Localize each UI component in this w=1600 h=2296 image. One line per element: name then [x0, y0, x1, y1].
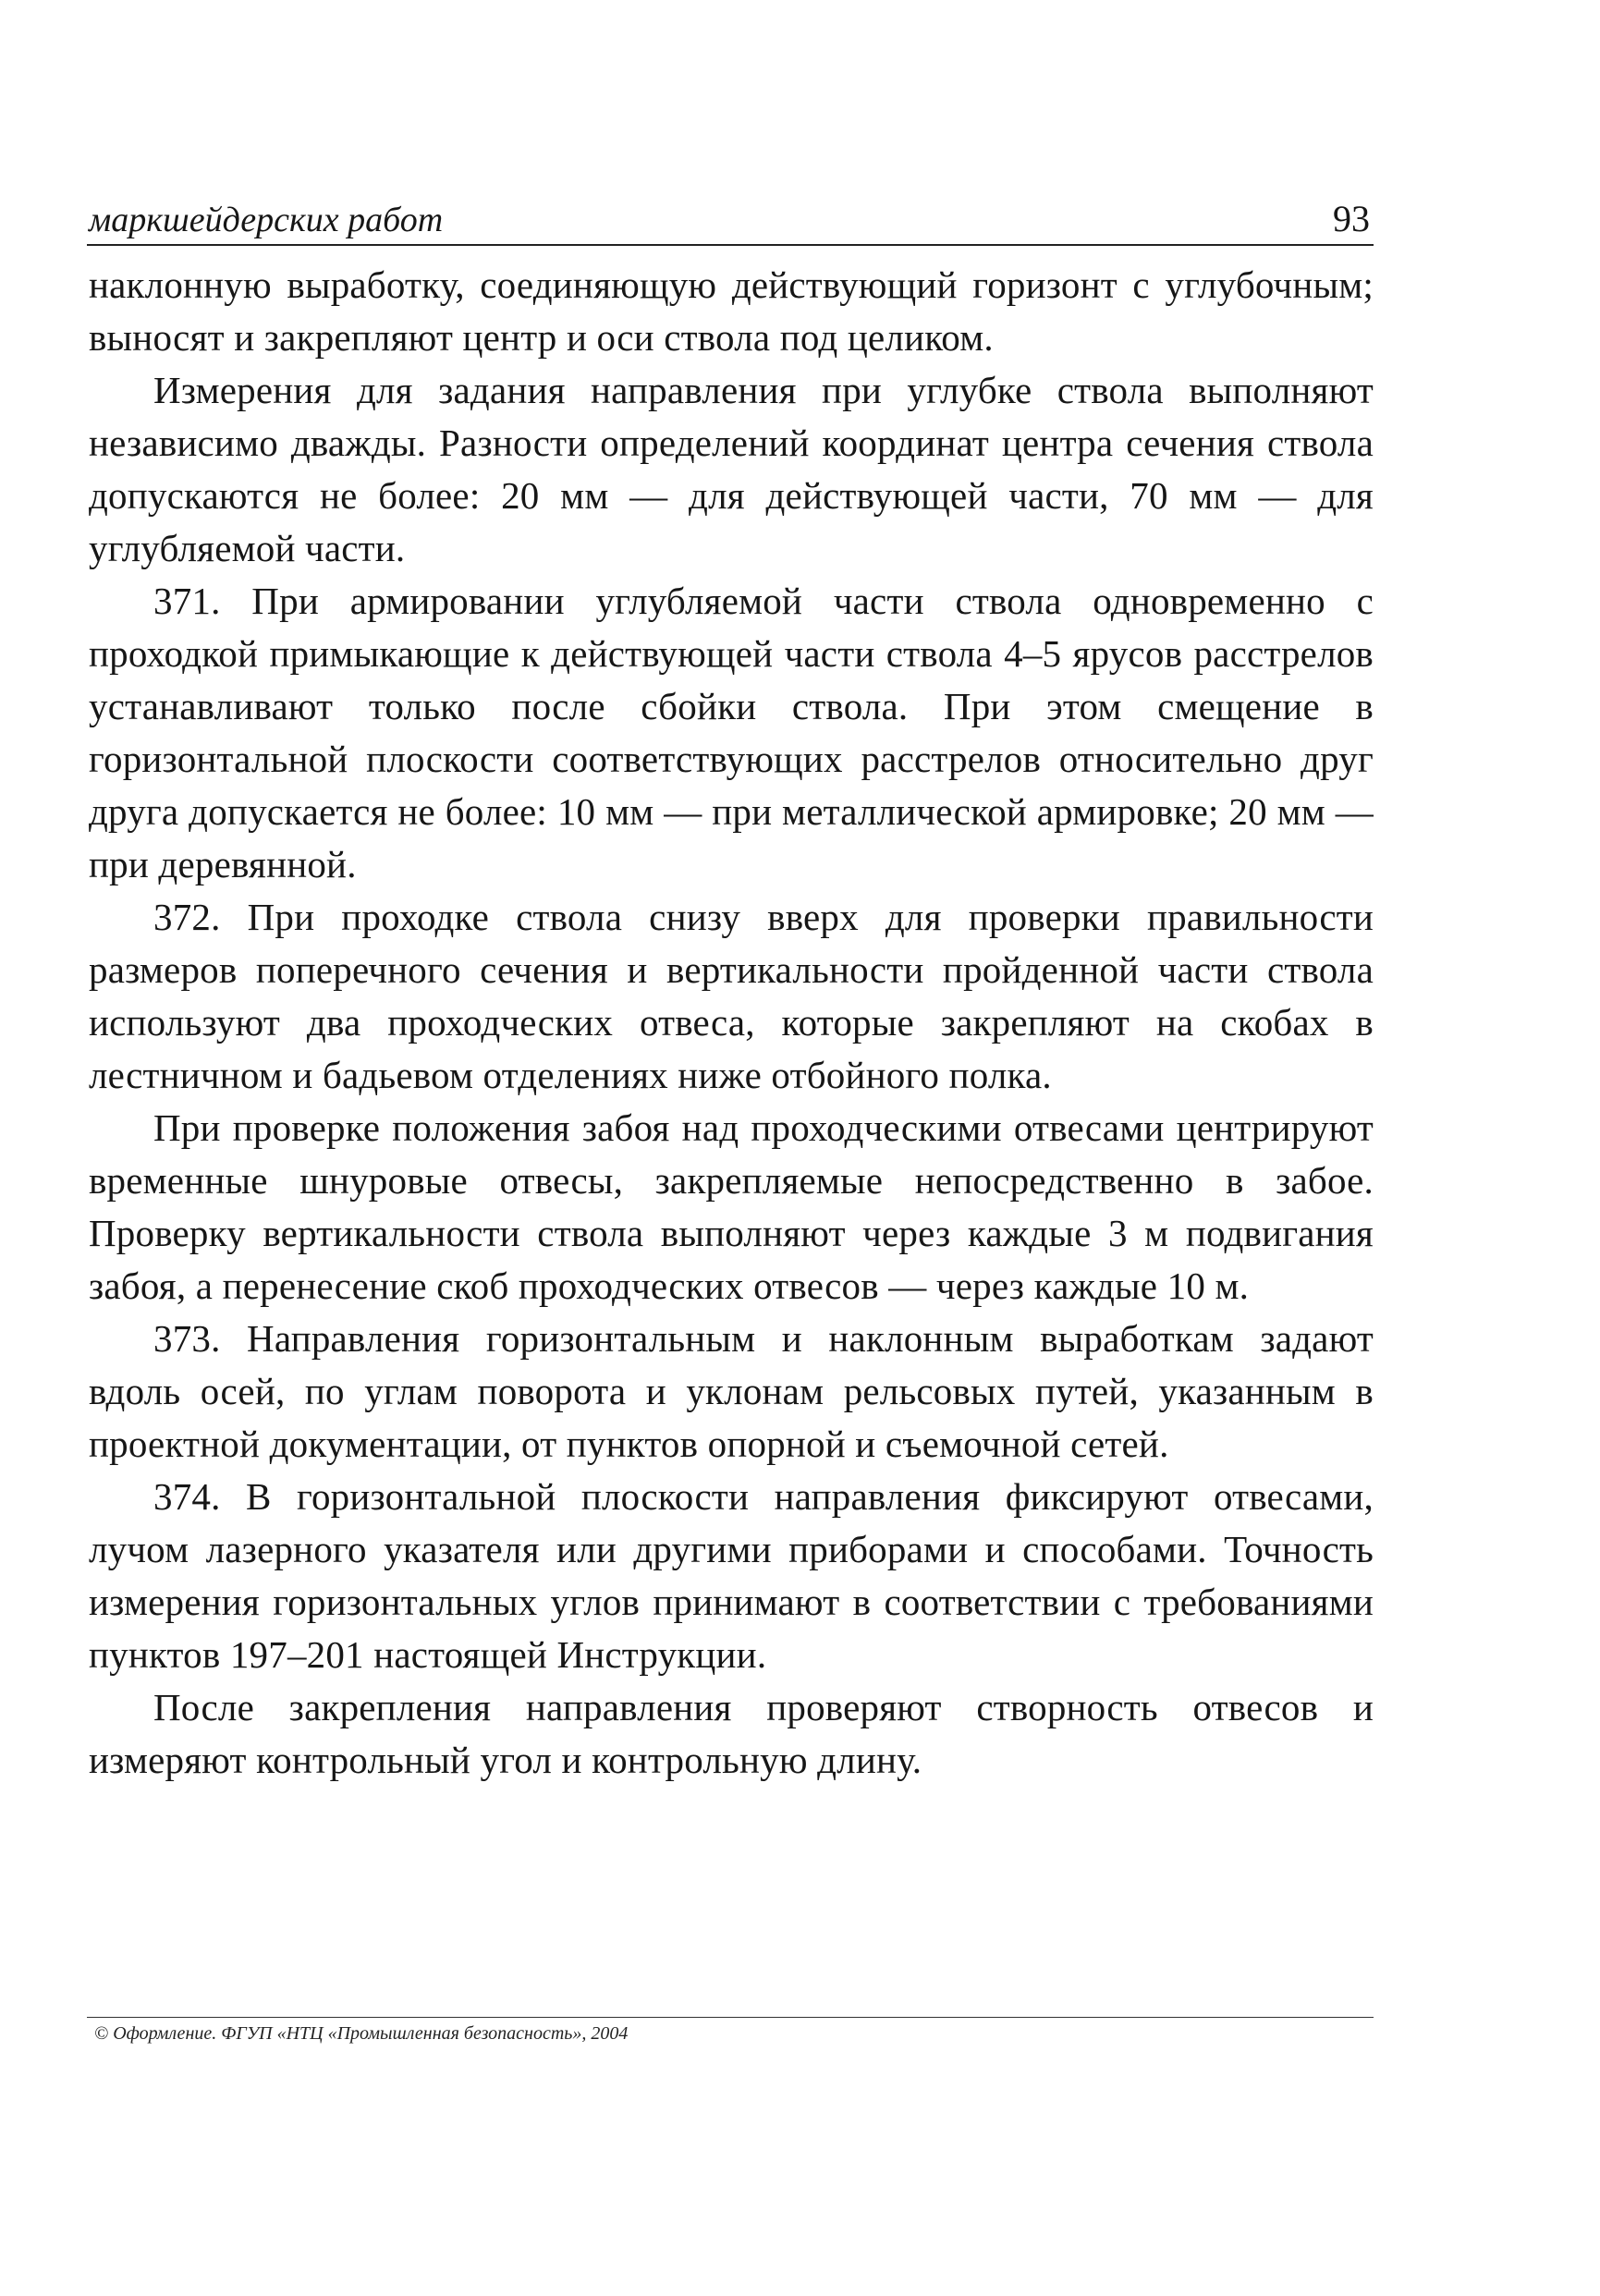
page-footer: [87, 2017, 1374, 2045]
running-head: маркшейдерских работ: [89, 201, 444, 239]
paragraph-373: 373. Направления горизонтальным и наклонным выработкам задают вдоль осей, по углам поворота и уклонам рельсовых путей, указанным в проектной документации, от пунктов опорной и съемочной сетей.: [89, 1317, 1374, 1465]
paragraph-371: 371. При армировании углубляемой части ствола одновременно с проходкой примыкающие к действующей части ствола 4–5 ярусов расстрелов устанавливают только после сбойки ствола. При этом смещение в горизонтальной плоскости соответствующих расстрелов относительно друг друга допускается не более: 10 мм — при металлической армировке; 20 мм — при деревянной.: [89, 580, 1374, 885]
copyright-note: © Оформление. ФГУП «НТЦ «Промышленная безопасность», 2004: [94, 2023, 629, 2044]
body-text: [89, 259, 1374, 1787]
paragraph: При проверке положения забоя над проходческими отвесами центрируют временные шнуровые отвесы, закрепляемые непосредственно в забое. Проверку вертикальности ствола выполняют через каждые 3 м подвигания забоя, а перенесение скоб проходческих отвесов — через каждые 10 м.: [89, 1106, 1374, 1307]
paragraph: После закрепления направления проверяют створность отвесов и измеряют контрольный угол и контрольную длину.: [89, 1686, 1374, 1781]
footer-rule: [87, 2017, 1374, 2018]
paragraph: Измерения для задания направления при углубке ствола выполняют независимо дважды. Разности определений координат центра сечения ствола допускаются не более: 20 мм — для действующей части, 70 мм — для углубляемой части.: [89, 369, 1374, 569]
paragraph-372: 372. При проходке ствола снизу вверх для проверки правильности размеров поперечного сечения и вертикальности пройденной части ствола используют два проходческих отвеса, которые закрепляют на скобах в лестничном и бадьевом отделениях ниже отбойного полка.: [89, 896, 1374, 1096]
paragraph-continuation: наклонную выработку, соединяющую действующий горизонт с углубочным; выносят и закрепляют центр и оси ствола под целиком.: [89, 263, 1374, 359]
paragraph-374: 374. В горизонтальной плоскости направления фиксируют отвесами, лучом лазерного указателя или другими приборами и способами. Точность измерения горизонтальных углов принимают в соответствии с требованиями пунктов 197–201 настоящей Инструкции.: [89, 1475, 1374, 1676]
page-number: 93: [1333, 198, 1370, 239]
page-header: [87, 192, 1374, 246]
